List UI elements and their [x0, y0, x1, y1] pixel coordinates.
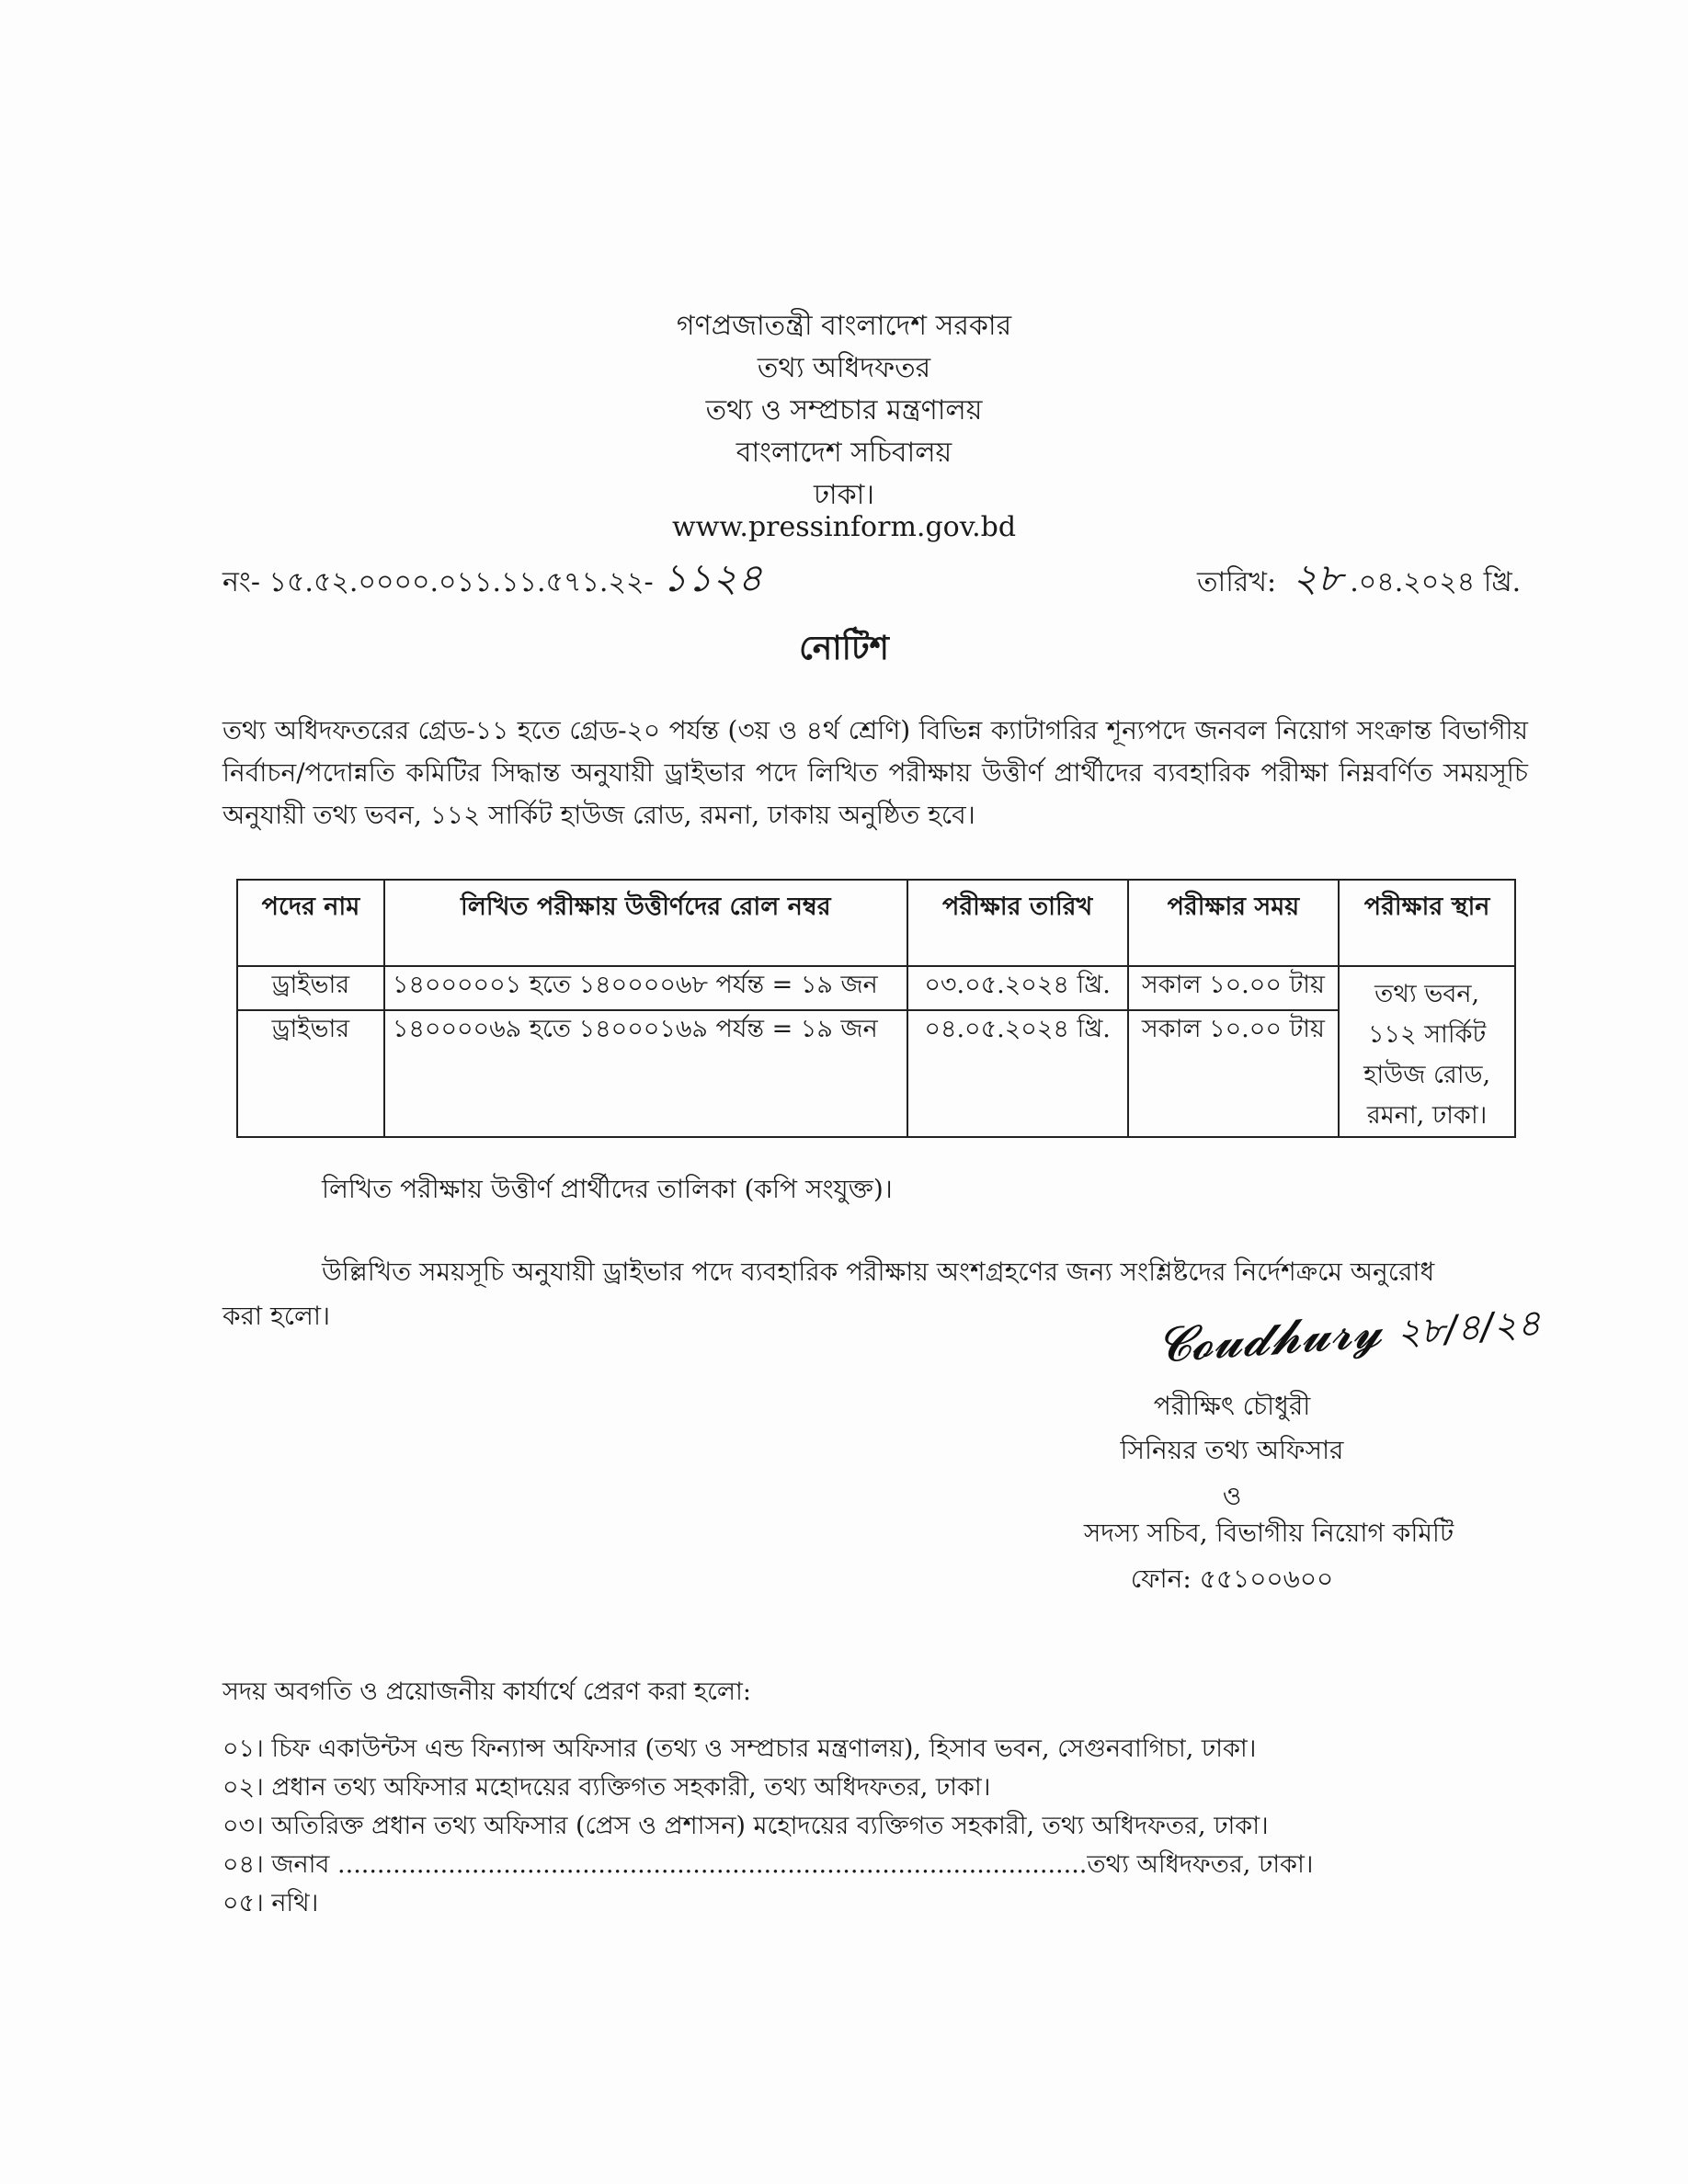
distribution-item: ০২। প্রধান তথ্য অফিসার মহোদয়ের ব্যক্তিগত সহকারী, তথ্য অধিদফতর, ঢাকা।	[222, 1773, 991, 1802]
distribution-item: ০১। চিফ একাউন্টস এন্ড ফিন্যান্স অফিসার (তথ্য ও সম্প্রচার মন্ত্রণালয়), হিসাব ভবন, সেগুনবাগিচা, ঢাকা।	[222, 1735, 1257, 1763]
date-label: তারিখ:	[1197, 566, 1277, 598]
distribution-item: ০৫। নথি।	[222, 1889, 319, 1917]
memo-number	[222, 548, 762, 613]
attachment-note: লিখিত পরীক্ষায় উত্তীর্ণ প্রার্থীদের তালিকা (কপি সংযুক্ত)।	[322, 1174, 893, 1204]
distribution-heading: সদয় অবগতি ও প্রয়োজনীয় কার্যার্থে প্রেরণ করা হলো:	[222, 1678, 751, 1706]
request-paragraph-line2: করা হলো।	[222, 1301, 330, 1331]
memo-date	[1197, 548, 1521, 613]
cell-post: ড্রাইভার	[237, 966, 384, 1010]
distribution-item: ০৪। জনাব ...............................................................................................তথ্য অধিদফতর, ঢাকা।	[222, 1850, 1314, 1879]
date-rest: .০৪.২০২৪ খ্রি.	[1350, 566, 1522, 598]
cell-post: ড্রাইভার	[237, 1010, 384, 1137]
table-row	[237, 966, 1515, 1010]
header-post: পদের নাম	[237, 880, 384, 966]
cell-date: ০৩.০৫.২০২৪ খ্রি.	[907, 966, 1128, 1010]
page-title: নোটিশ	[799, 629, 889, 667]
table-row	[237, 1010, 1515, 1137]
signatory-phone: ফোন: ৫৫১০০৬০০	[1130, 1564, 1334, 1594]
request-paragraph-line1: উল্লিখিত সময়সূচি অনুযায়ী ড্রাইভার পদে ব্যবহারিক পরীক্ষায় অংশগ্রহণের জন্য সংশ্লিষ্টদের নির্দেশক্রমে অনুরোধ	[322, 1257, 1435, 1287]
signatory-conjunction: ও	[1222, 1481, 1242, 1511]
cell-roll: ১৪০০০০৬৯ হতে ১৪০০০১৬৯ পর্যন্ত = ১৯ জন	[384, 1010, 907, 1137]
schedule-table	[236, 879, 1516, 1138]
header-ministry-line: তথ্য ও সম্প্রচার মন্ত্রণালয়	[705, 394, 983, 427]
signatory-name: পরীক্ষিৎ চৌধুরী	[1153, 1391, 1311, 1421]
cell-venue: তথ্য ভবন, ১১২ সার্কিট হাউজ রোড, রমনা, ঢাকা।	[1339, 966, 1515, 1137]
header-venue: পরীক্ষার স্থান	[1339, 880, 1515, 966]
signature-scribble: 𝓒𝓸𝓾𝓭𝓱𝓾𝓻𝔂	[1155, 1302, 1384, 1374]
signature-date: ২৮/৪/২৪	[1395, 1302, 1543, 1355]
header-secretariat-line: বাংলাদেশ সচিবালয়	[736, 437, 952, 469]
header-time: পরীক্ষার সময়	[1128, 880, 1340, 966]
header-roll: লিখিত পরীক্ষায় উত্তীর্ণদের রোল নম্বর	[384, 880, 907, 966]
memo-number-handwritten: ১১২৪	[662, 555, 763, 600]
cell-date: ০৪.০৫.২০২৪ খ্রি.	[907, 1010, 1128, 1137]
cell-time: সকাল ১০.০০ টায়	[1128, 966, 1340, 1010]
header-website: www.pressinform.gov.bd	[671, 511, 1017, 543]
signatory-role: সদস্য সচিব, বিভাগীয় নিয়োগ কমিটি	[1083, 1518, 1454, 1548]
header-date: পরীক্ষার তারিখ	[907, 880, 1128, 966]
header-city-line: ঢাকা।	[813, 479, 875, 511]
header-department-line: তথ্য অধিদফতর	[757, 352, 931, 384]
distribution-item: ০৩। অতিরিক্ত প্রধান তথ্য অফিসার (প্রেস ও প্রশাসন) মহোদয়ের ব্যক্তিগত সহকারী, তথ্য অধিদফতর, ঢাকা।	[222, 1812, 1269, 1840]
signatory-designation: সিনিয়র তথ্য অফিসার	[1120, 1435, 1344, 1465]
handwritten-signature	[1155, 1291, 1543, 1382]
header-govt-line: গণপ্রজাতন্ত্রী বাংলাদেশ সরকার	[676, 310, 1012, 342]
intro-paragraph: তথ্য অধিদফতরের গ্রেড-১১ হতে গ্রেড-২০ পর্যন্ত (৩য় ও ৪র্থ শ্রেণি) বিভিন্ন ক্যাটাগরির শূন্যপদে জনবল নিয়োগ সংক্রান্ত বিভাগীয় নির্বাচন/পদোন্নতি কমিটির সিদ্ধান্ত অনুযায়ী ড্রাইভার পদে লিখিত পরীক্ষায় উত্তীর্ণ প্রার্থীদের ব্যবহারিক পরীক্ষা নিম্নবর্ণিত সময়সূচি অনুযায়ী তথ্য ভবন, ১১২ সার্কিট হাউজ রোড, রমনা, ঢাকায় অনুষ্ঠিত হবে।	[222, 715, 1528, 830]
date-day-handwritten: ২৮	[1292, 555, 1343, 600]
cell-time: সকাল ১০.০০ টায়	[1128, 1010, 1340, 1137]
memo-number-prefix: নং- ১৫.৫২.০০০০.০১১.১১.৫৭১.২২-	[222, 566, 654, 598]
table-header-row	[237, 880, 1515, 966]
cell-roll: ১৪০০০০০১ হতে ১৪০০০০৬৮ পর্যন্ত = ১৯ জন	[384, 966, 907, 1010]
